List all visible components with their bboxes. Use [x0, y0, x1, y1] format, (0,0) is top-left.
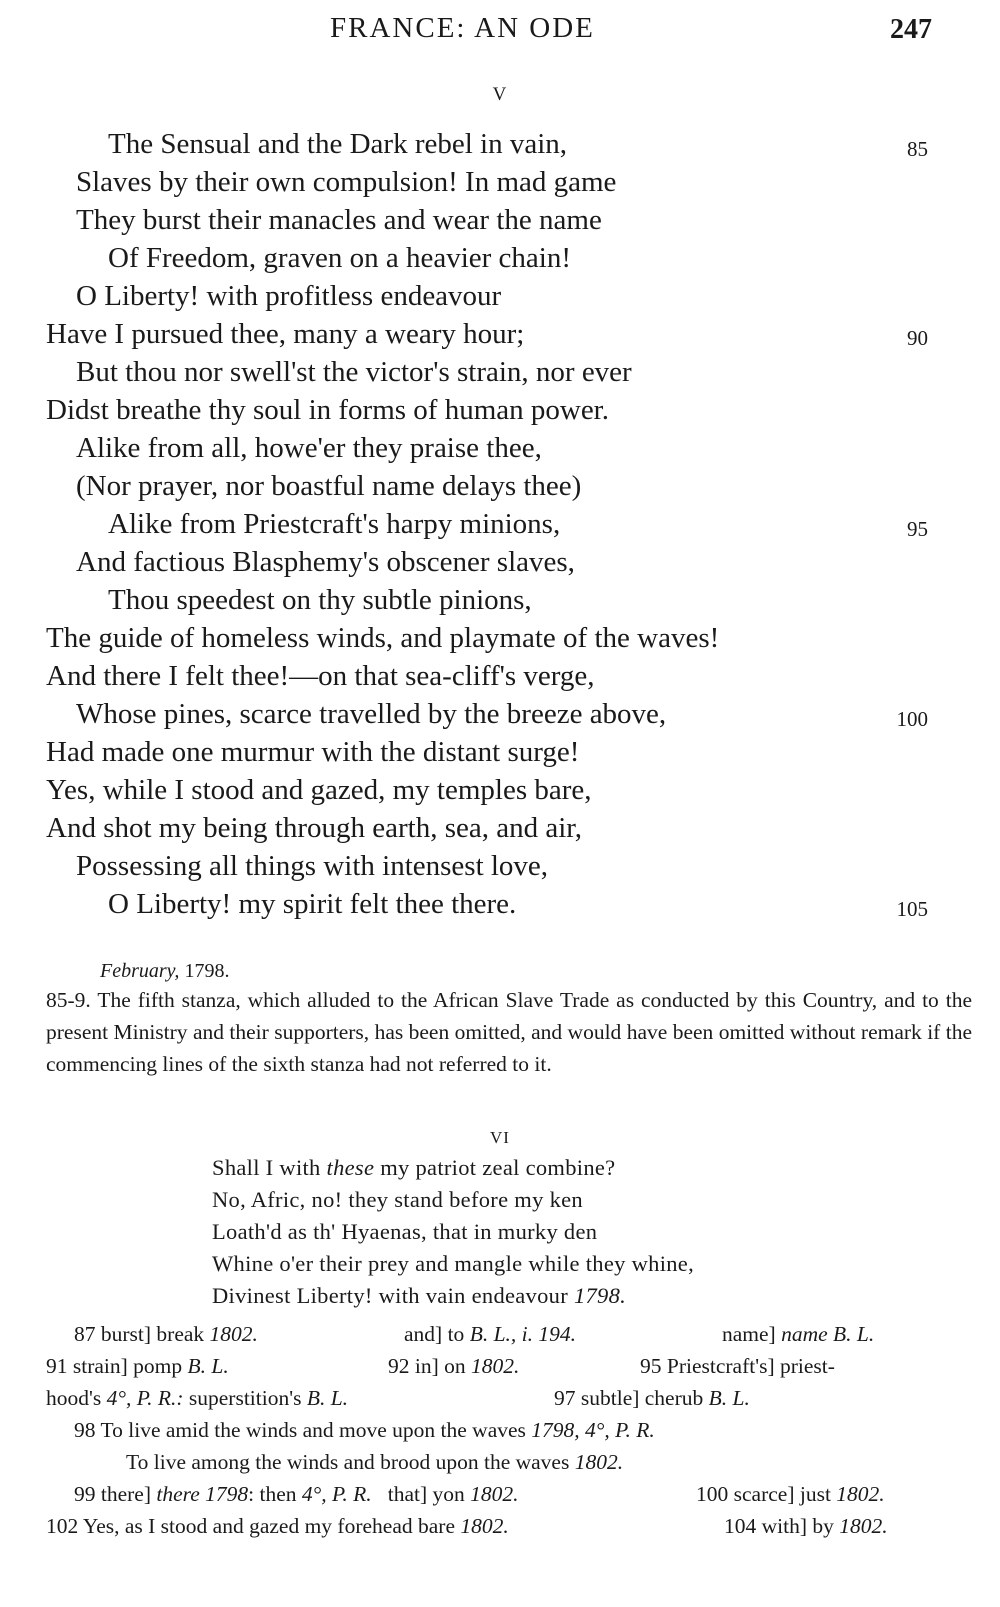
quoted-line: Shall I with these my patriot zeal combine?	[212, 1155, 616, 1180]
poem-line: They burst their manacles and wear the name	[76, 204, 602, 236]
poem-line: Slaves by their own compulsion! In mad game	[76, 166, 617, 198]
document-page: FRANCE: AN ODE 247 V The Sensual and the Dark rebel in vain, 85 Slaves by their own compulsion! In mad game They burst their manacles and wear the name Of Freedom, graven on a heavier chain! O Liberty! with profitless endeavour Have I pursued thee, many a weary hour; 90 But thou nor swell'st the victor's strain, nor ever Didst breathe thy soul in forms of human power. Alike from all, howe'er they praise thee, (Nor prayer, nor boastful name delays thee) Alike from Priestcraft's harpy minions, 95 And factious Blasphemy's obscener slaves, Thou speedest on thy subtle pinions, The guide of homeless winds, and playmate of the waves! And there I felt thee!—on that sea-cliff's verge, Whose pines, scarce travelled by the breeze above, 100 Had made one murmur with the distant surge! Yes, while I stood and gazed, my temples bare, And shot my being through earth, sea, and air, Possessing all things with intensest love, O Liberty! my spirit felt thee there. 105 February, 1798. 85-9. The fifth stanza, which alluded to the African Slave Trade as conducted by this Country, and to the present Ministry and their supporters, has been omitted, and would have been omitted without remark if the commencing lines of the sixth stanza had not referred to it. VI Shall I with these my patriot zeal combine? No, Afric, no! they stand before my ken Loath'd as th' Hyaenas, that in murky den Whine o'er their prey and mangle while they whine, Divinest Liberty! with vain endeavour 1798. 87 burst] break 1802. and] to B. L., i. 194. name] name B. L. 91 strain] pomp B. L. 92 in] on 1802. 95 Priestcraft's] priest- hood's 4°, P. R.: superstition's B. L. 97 subtle] cherub B. L. 98 To live amid the winds and move upon the waves 1798, 4°, P. R. To live among the winds and brood upon the waves 1802. 99 there] there 1798: then 4°, P. R. that] yon 1802. 100 scarce] just 1802. 102 Yes, as I stood and gazed my forehead bare 1802. 104 with] by 1802.	[0, 0, 1000, 1607]
poem-line: O Liberty! with profitless endeavour	[76, 280, 502, 312]
poem-line: Didst breathe thy soul in forms of human power.	[46, 394, 609, 426]
poem-line: And there I felt thee!—on that sea-cliff's verge,	[46, 660, 595, 692]
poem-line: O Liberty! my spirit felt thee there.	[108, 888, 517, 920]
poem-line: Of Freedom, graven on a heavier chain!	[108, 242, 571, 274]
poem-line: (Nor prayer, nor boastful name delays thee)	[76, 470, 582, 502]
line-number: 85	[907, 137, 928, 161]
running-title: FRANCE: AN ODE	[330, 12, 595, 44]
note-text: The fifth stanza, which alluded to the African Slave Trade as conducted by this Country, and to the present Ministry and their supporters, has been omitted, and would have been omitted without remark if the commencing lines of the sixth stanza had not referred to it.	[46, 988, 972, 1076]
poem-line: Alike from all, howe'er they praise thee,	[76, 432, 542, 464]
poem-line: The Sensual and the Dark rebel in vain,	[108, 128, 568, 160]
line-number: 95	[907, 517, 928, 541]
poem-date	[100, 960, 229, 983]
poem-line: And factious Blasphemy's obscener slaves,	[76, 546, 575, 578]
editorial-note	[46, 984, 972, 1080]
date-year: 1798.	[184, 960, 230, 982]
stanza-numeral-vi: VI	[490, 1128, 510, 1147]
poem-line: Whose pines, scarce travelled by the breeze above,	[76, 698, 667, 730]
quoted-line: No, Afric, no! they stand before my ken	[212, 1187, 583, 1212]
poem-line: But thou nor swell'st the victor's strain, nor ever	[76, 356, 632, 388]
line-number: 100	[896, 707, 928, 731]
line-number: 105	[896, 897, 928, 921]
poem-line: And shot my being through earth, sea, and air,	[46, 812, 583, 844]
quoted-line: Whine o'er their prey and mangle while they whine,	[212, 1251, 695, 1276]
quoted-line: Loath'd as th' Hyaenas, that in murky den	[212, 1219, 598, 1244]
poem-line: Have I pursued thee, many a weary hour;	[46, 318, 525, 350]
note-ref: 85-9.	[46, 988, 91, 1012]
poem-line: The guide of homeless winds, and playmate of the waves!	[46, 622, 720, 654]
stanza-numeral-v: V	[492, 84, 508, 105]
poem-line: Possessing all things with intensest love,	[76, 850, 549, 882]
quoted-line: Divinest Liberty! with vain endeavour 1798.	[212, 1283, 627, 1308]
poem-line: Had made one murmur with the distant surge!	[46, 736, 580, 768]
line-number: 90	[907, 326, 928, 350]
date-month: February,	[100, 960, 180, 982]
page-number: 247	[890, 14, 932, 45]
poem-line: Thou speedest on thy subtle pinions,	[108, 584, 532, 616]
poem-line: Alike from Priestcraft's harpy minions,	[108, 508, 561, 540]
poem-line: Yes, while I stood and gazed, my temples bare,	[46, 774, 592, 806]
